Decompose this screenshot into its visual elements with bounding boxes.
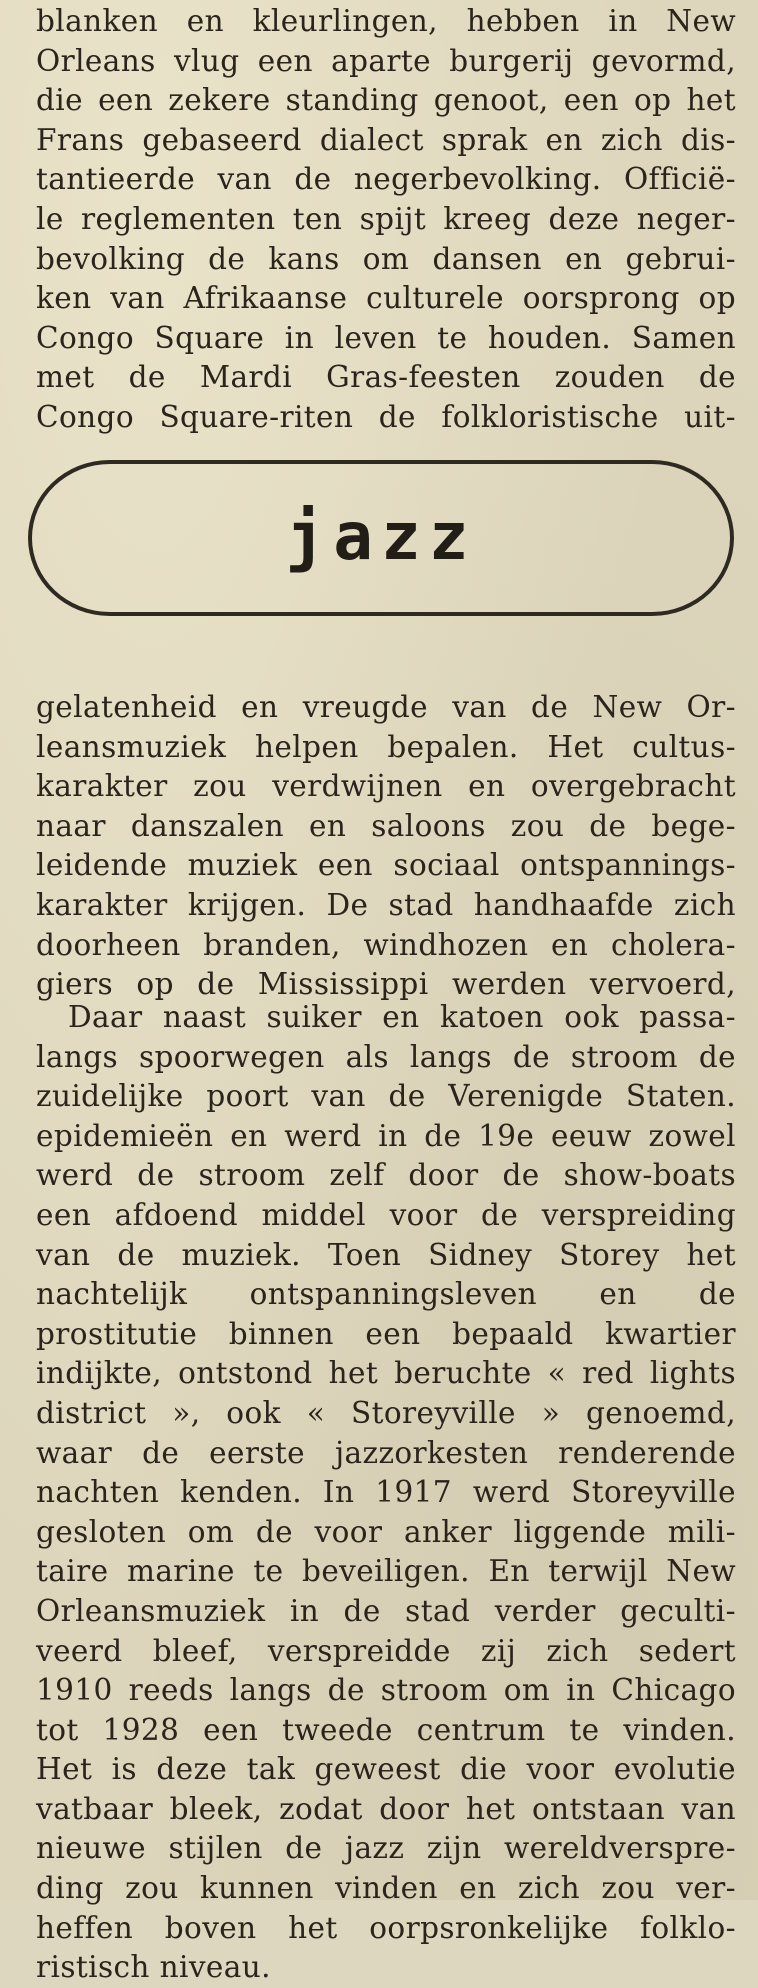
section-heading: jazz xyxy=(285,498,477,575)
text-line: karakter zou verdwijnen en overgebracht xyxy=(36,769,736,804)
text-line: indijkte, ontstond het beruchte « red lights xyxy=(36,1356,736,1391)
text-line: prostitutie binnen een bepaald kwartier xyxy=(36,1316,736,1351)
text-line: Het is deze tak geweest die voor evolutie xyxy=(36,1752,736,1787)
text-line: naar danszalen en saloons zou de bege- xyxy=(36,808,736,843)
text-line: nachtelijk ontspanningsleven en de xyxy=(36,1277,736,1312)
text-line: van de muziek. Toen Sidney Storey het xyxy=(36,1237,736,1272)
text-line: tantieerde van de negerbevolking. Officië- xyxy=(36,162,736,197)
text-line: Frans gebaseerd dialect sprak en zich dis- xyxy=(36,122,736,157)
text-line: veerd bleef, verspreidde zij zich sedert xyxy=(36,1633,736,1668)
article-paragraph-1 xyxy=(36,2,736,438)
text-line: district », ook « Storeyville » genoemd, xyxy=(36,1395,736,1430)
text-line: Congo Square in leven te houden. Samen xyxy=(36,320,736,355)
section-heading-frame xyxy=(28,460,734,616)
text-line: Orleans vlug een aparte burgerij gevormd, xyxy=(36,43,736,78)
text-line: tot 1928 een tweede centrum te vinden. xyxy=(36,1712,736,1747)
text-line: epidemieën en werd in de 19e eeuw zowel xyxy=(36,1118,736,1153)
text-line: langs spoorwegen als langs de stroom de xyxy=(36,1039,736,1074)
text-line: die een zekere standing genoot, een op het xyxy=(36,83,736,118)
text-line: 1910 reeds langs de stroom om in Chicago xyxy=(36,1673,736,1708)
text-line: gesloten om de voor anker liggende mili- xyxy=(36,1514,736,1549)
text-line: bevolking de kans om dansen en gebrui- xyxy=(36,241,736,276)
text-line: Congo Square-riten de folkloristische uit- xyxy=(36,399,736,434)
text-line: gelatenheid en vreugde van de New Or- xyxy=(36,690,736,724)
article-paragraph-3 xyxy=(36,998,736,1988)
text-line: vatbaar bleek, zodat door het ontstaan van xyxy=(36,1791,736,1826)
article-paragraph-2 xyxy=(36,688,736,1005)
text-line: ristisch niveau. xyxy=(36,1950,271,1985)
text-line: Orleansmuziek in de stad verder geculti- xyxy=(36,1593,736,1628)
text-line: blanken en kleurlingen, hebben in New xyxy=(36,4,736,38)
text-line: Daar naast suiker en katoen ook passa- xyxy=(68,1000,736,1034)
text-line: le reglementen ten spijt kreeg deze neger- xyxy=(36,201,736,236)
text-line: heffen boven het oorpsronkelijke folklo- xyxy=(36,1910,736,1945)
text-line: ding zou kunnen vinden en zich zou ver- xyxy=(36,1871,736,1906)
text-line: werd de stroom zelf door de show-boats xyxy=(36,1158,736,1193)
text-line: doorheen branden, windhozen en cholera- xyxy=(36,927,736,962)
text-line: een afdoend middel voor de verspreiding xyxy=(36,1197,736,1232)
text-line: giers op de Mississippi werden vervoerd, xyxy=(36,967,736,1002)
text-line: nachten kenden. In 1917 werd Storeyville xyxy=(36,1475,736,1510)
text-line: ken van Afrikaanse culturele oorsprong op xyxy=(36,281,736,316)
text-line: met de Mardi Gras-feesten zouden de xyxy=(36,360,736,395)
text-line: waar de eerste jazzorkesten renderende xyxy=(36,1435,736,1470)
text-line: leidende muziek een sociaal ontspannings- xyxy=(36,848,736,883)
text-line: zuidelijke poort van de Verenigde Staten. xyxy=(36,1079,736,1114)
text-line: taire marine te beveiligen. En terwijl New xyxy=(36,1554,736,1589)
text-line: karakter krijgen. De stad handhaafde zich xyxy=(36,887,736,922)
text-line: nieuwe stijlen de jazz zijn wereldverspre- xyxy=(36,1831,736,1866)
text-line: leansmuziek helpen bepalen. Het cultus- xyxy=(36,729,736,764)
